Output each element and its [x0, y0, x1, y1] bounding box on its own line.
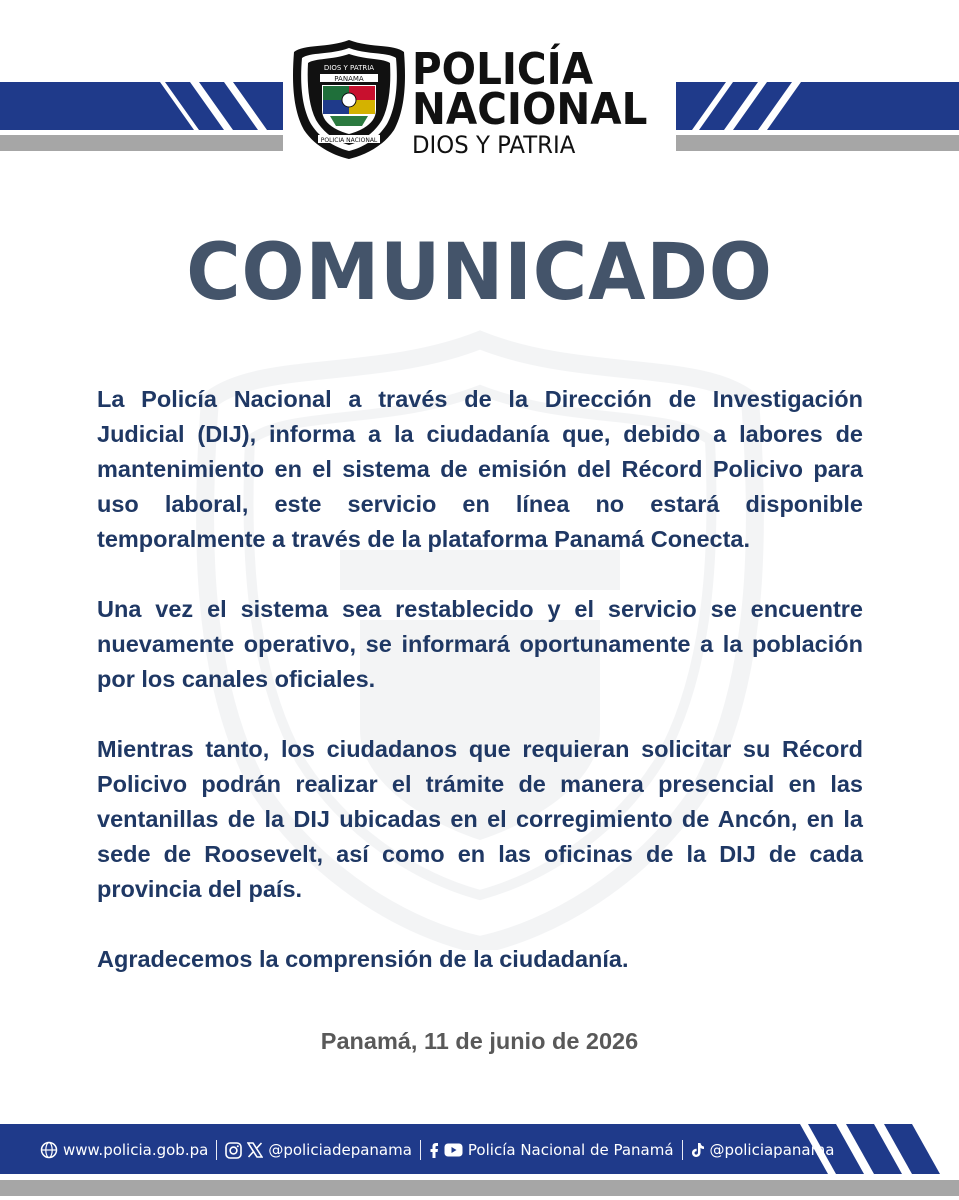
page-title: COMUNICADO: [186, 228, 773, 318]
body-paragraph-1: La Policía Nacional a través de la Dirección de Investigación Judicial (DIJ), informa a la ciudadanía que, debido a labores de mantenimiento en el sistema de emisión del Récord Policivo para uso laboral, este servicio en línea no estará disponible temporalmente a través de la plataforma Panamá Conecta.: [97, 386, 863, 552]
police-seal-logo: [290, 38, 408, 160]
communique-body: [97, 382, 863, 977]
svg-text:DIOS Y PATRIA: DIOS Y PATRIA: [323, 64, 375, 72]
footer-contacts: [40, 1130, 834, 1170]
body-paragraph-3: Mientras tanto, los ciudadanos que requieran solicitar su Récord Policivo podrán realizar el trámite de manera presencial en las ventanillas de la DIJ ubicadas en el corregimiento de Ancón, en la sede de Roosevelt, así como en las oficinas de la DIJ de cada provincia del país.: [97, 736, 863, 902]
footer-separator: [216, 1140, 217, 1160]
svg-text:POLICIA NACIONAL: POLICIA NACIONAL: [320, 137, 378, 144]
header-right-gray-band: [676, 135, 959, 151]
svg-text:PANAMA: PANAMA: [334, 75, 364, 83]
header-right-navy-band: [767, 82, 959, 130]
brand-motto: DIOS Y PATRIA: [412, 131, 576, 159]
brand-wordmark: [412, 44, 682, 160]
instagram-icon[interactable]: [225, 1142, 242, 1159]
x-icon[interactable]: [247, 1142, 263, 1158]
footer-instagram-x-handle[interactable]: @policiadepanama: [268, 1141, 412, 1159]
header-left-gray-band: [0, 135, 283, 151]
header-left-navy-band: [0, 82, 194, 130]
brand-line-1: POLICÍA: [412, 44, 594, 95]
globe-icon: [40, 1141, 58, 1159]
issue-date: Panamá, 11 de junio de 2026: [320, 1028, 639, 1054]
footer-facebook-youtube-name[interactable]: Policía Nacional de Panamá: [467, 1141, 674, 1159]
youtube-icon[interactable]: [444, 1143, 463, 1157]
footer-tiktok-handle[interactable]: @policiapanama: [709, 1141, 835, 1159]
body-paragraph-2: Una vez el sistema sea restablecido y el servicio se encuentre nuevamente operativo, se informará oportunamente a la población por los canales oficiales.: [97, 596, 863, 692]
footer-separator: [682, 1140, 683, 1160]
tiktok-icon[interactable]: [691, 1142, 705, 1158]
brand-line-2: NACIONAL: [412, 84, 648, 135]
facebook-icon[interactable]: [429, 1142, 439, 1159]
footer-website-link[interactable]: www.policia.gob.pa: [63, 1141, 209, 1159]
body-paragraph-4: Agradecemos la comprensión de la ciudadanía.: [97, 946, 629, 972]
footer-gray-band: [0, 1180, 959, 1196]
footer-separator: [420, 1140, 421, 1160]
